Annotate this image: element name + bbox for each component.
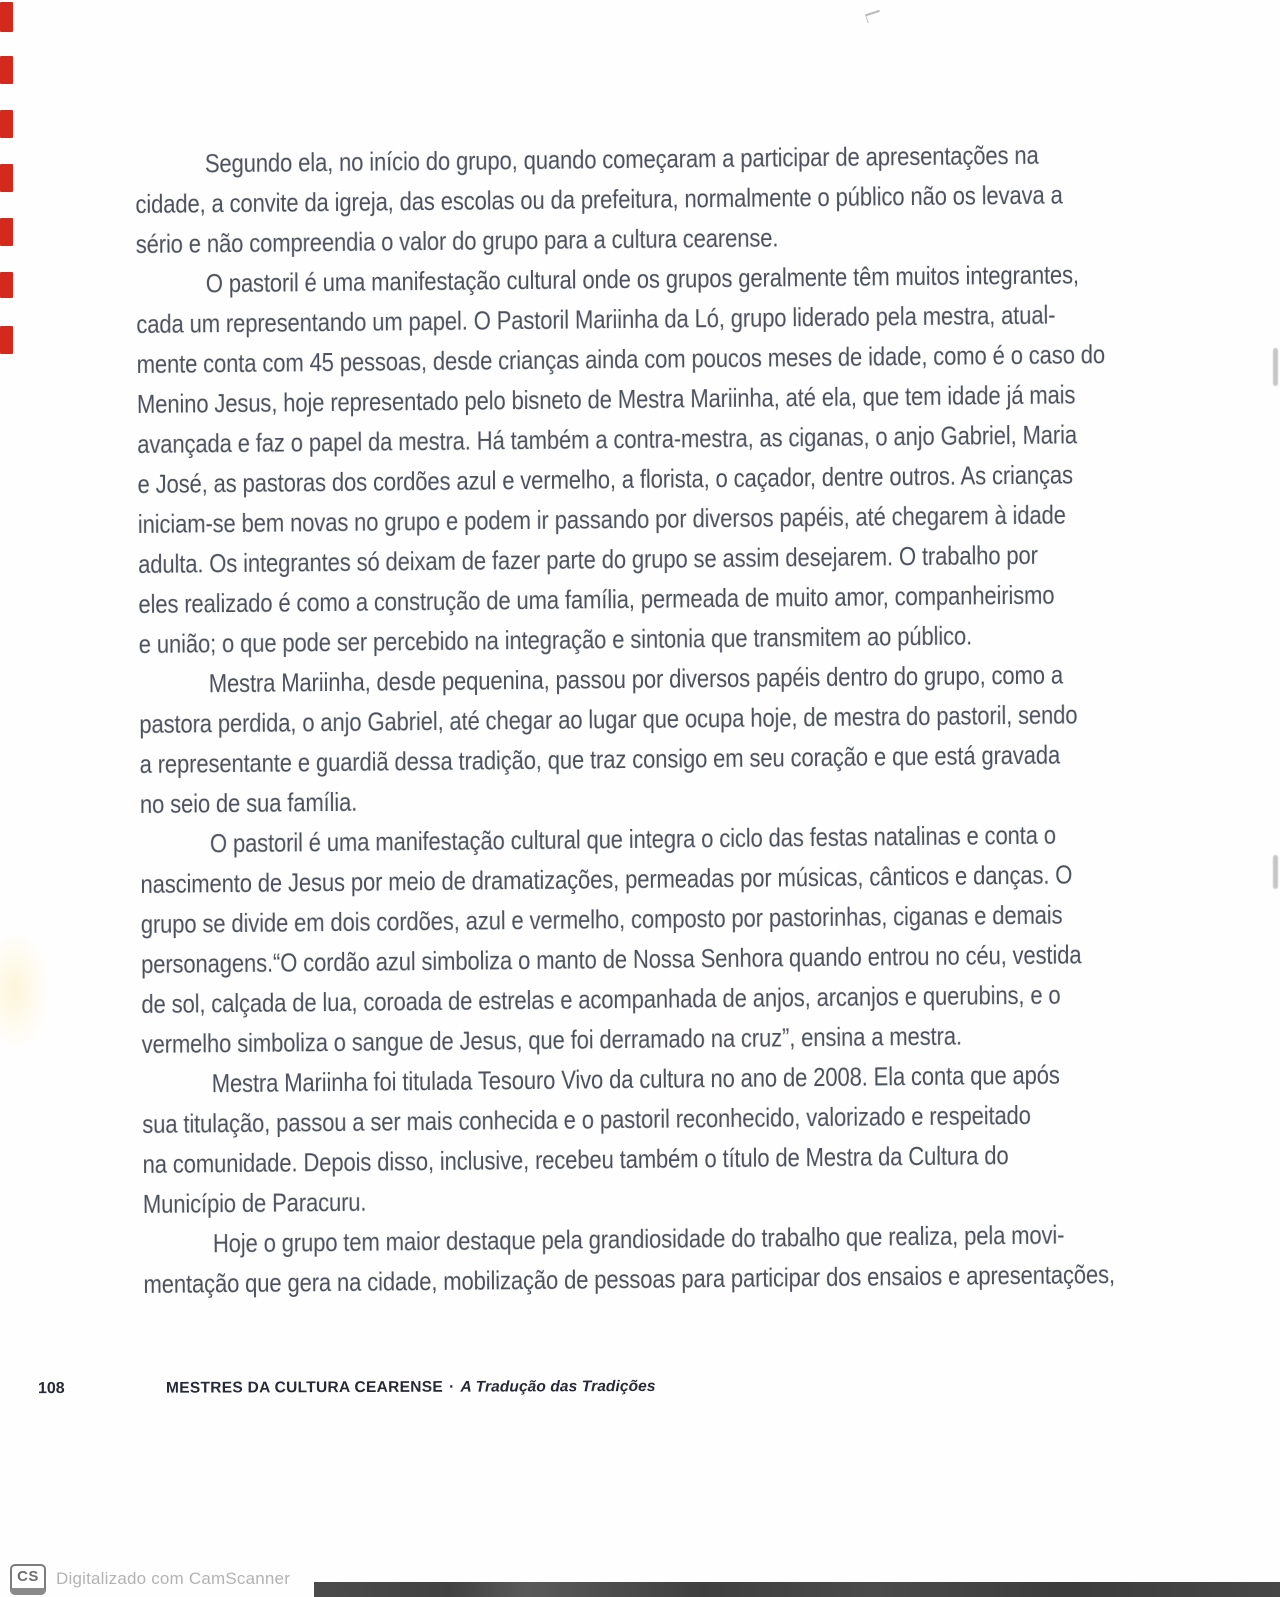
- text-line: Menino Jesus, hoje representado pelo bisneto de Mestra Mariinha, até ela, que tem idade já mais: [136, 379, 1076, 419]
- scan-mark-red: [0, 272, 13, 298]
- paragraph: [142, 1053, 1197, 1224]
- book-title: MESTRES DA CULTURA CEARENSE: [165, 1378, 444, 1397]
- scan-mark-red: [0, 56, 13, 84]
- camscanner-badge-icon: CS: [10, 1564, 46, 1595]
- paper-stain: [0, 930, 50, 1050]
- text-line: mentação que gera na cidade, mobilização de pessoas para participar dos ensaios e apresentações,: [143, 1258, 1115, 1299]
- scan-mark-gray: [1273, 855, 1278, 889]
- text-line: Mestra Mariinha foi titulada Tesouro Vivo da cultura no ano de 2008. Ela conta que após: [211, 1059, 1060, 1099]
- scan-mark-red: [0, 164, 13, 192]
- text-line: nascimento de Jesus por meio de dramatizações, permeadas por músicas, cânticos e danças. O: [140, 859, 1073, 899]
- page-number: 108: [37, 1380, 65, 1398]
- text-line: O pastoril é uma manifestação cultural onde os grupos geralmente têm muitos integrantes,: [205, 259, 1080, 299]
- text-line: iniciam-se bem novas no grupo e podem ir passando por diversos papéis, até chegarem à idade: [137, 499, 1066, 539]
- scan-mark-red: [0, 110, 13, 138]
- scan-mark-red: [0, 2, 13, 32]
- text-line: sério e não compreendia o valor do grupo para a cultura cearense.: [135, 222, 779, 259]
- paragraph: [139, 653, 1194, 824]
- book-subtitle: A Tradução das Tradições: [460, 1377, 656, 1396]
- text-line: no seio de sua família.: [139, 786, 358, 819]
- text-line: mente conta com 45 pessoas, desde crianças ainda com poucos meses de idade, como é o caso do: [136, 339, 1106, 379]
- scan-mark-red: [0, 218, 13, 246]
- bottom-scan-bar: [314, 1582, 1280, 1597]
- paragraph: [136, 253, 1193, 664]
- paragraph: [140, 813, 1196, 1064]
- scan-mark-red: [0, 326, 13, 354]
- text-line: Município de Paracuru.: [142, 1186, 367, 1219]
- text-line: Mestra Mariinha, desde pequenina, passou por diversos papéis dentro do grupo, como a: [208, 659, 1064, 699]
- text-line: de sol, calçada de lua, coroada de estrelas e acompanhada de anjos, arcanjos e querubins, e o: [141, 979, 1061, 1019]
- text-line: pastora perdida, o anjo Gabriel, até chegar ao lugar que ocupa hoje, de mestra do pastoril, sendo: [139, 699, 1078, 739]
- camscanner-watermark: [10, 1561, 1280, 1597]
- text-line: sua titulação, passou a ser mais conhecida e o pastoril reconhecido, valorizado e respeitado: [142, 1099, 1031, 1139]
- scan-speck: [865, 10, 882, 23]
- scan-mark-gray: [1273, 348, 1278, 386]
- body-text: [135, 133, 1198, 1304]
- text-line: e José, as pastoras dos cordões azul e vermelho, a florista, o caçador, dentre outros. As crianças: [137, 459, 1073, 499]
- paragraph: [143, 1213, 1198, 1304]
- text-line: O pastoril é uma manifestação cultural que integra o ciclo das festas natalinas e conta o: [209, 819, 1056, 859]
- paragraph: [135, 133, 1190, 264]
- text-line: na comunidade. Depois disso, inclusive, recebeu também o título de Mestra da Cultura do: [142, 1140, 1009, 1179]
- footer-running-title: [166, 1378, 656, 1398]
- text-line: Hoje o grupo tem maior destaque pela grandiosidade do trabalho que realiza, pela movi-: [212, 1219, 1065, 1259]
- text-line: Segundo ela, no início do grupo, quando começaram a participar de apresentações na: [204, 139, 1039, 179]
- text-line: grupo se divide em dois cordões, azul e vermelho, composto por pastorinhas, ciganas e demais: [140, 899, 1063, 939]
- watermark-label: Digitalizado com CamScanner: [56, 1569, 291, 1588]
- text-line: cada um representando um papel. O Pastoril Mariinha da Ló, grupo liderado pela mestra, atual-: [136, 299, 1056, 339]
- text-line: adulta. Os integrantes só deixam de fazer parte do grupo se assim desejarem. O trabalho por: [138, 539, 1038, 579]
- text-line: avançada e faz o papel da mestra. Há também a contra-mestra, as ciganas, o anjo Gabriel, Maria: [137, 419, 1078, 459]
- text-line: personagens.“O cordão azul simboliza o manto de Nossa Senhora quando entrou no céu, vestida: [140, 939, 1082, 979]
- text-line: a representante e guardiã dessa tradição, que traz consigo em seu coração e que está gravada: [139, 739, 1061, 779]
- text-line: e união; o que pode ser percebido na integração e sintonia que transmitem ao público.: [138, 620, 973, 659]
- footer-separator: ·: [449, 1378, 455, 1396]
- text-line: vermelho simboliza o sangue de Jesus, que foi derramado na cruz”, ensina a mestra.: [141, 1020, 962, 1059]
- footer: [0, 1376, 1280, 1406]
- text-line: eles realizado é como a construção de uma família, permeada de muito amor, companheirismo: [138, 579, 1055, 619]
- text-line: cidade, a convite da igreja, das escolas ou da prefeitura, normalmente o público não os levava a: [135, 179, 1063, 219]
